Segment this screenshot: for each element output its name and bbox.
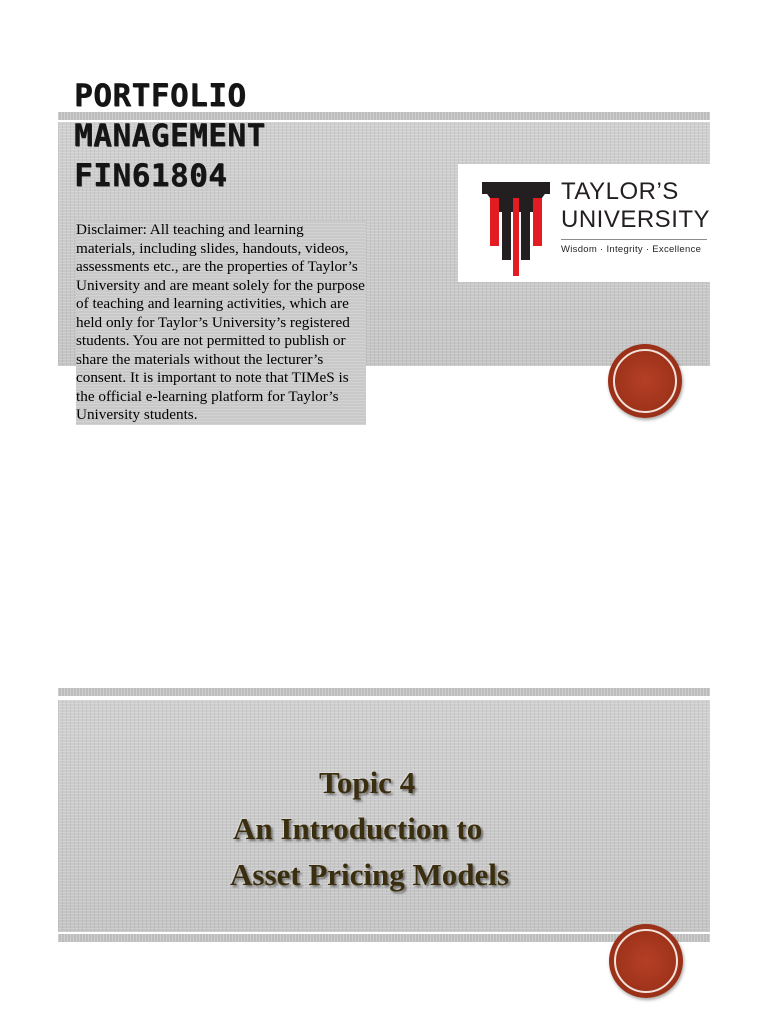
course-code: FIN61804	[74, 158, 228, 194]
decorative-band-edge	[58, 688, 710, 696]
decorative-circle-icon	[608, 344, 682, 418]
course-title-line-2: MANAGEMENT	[74, 118, 266, 154]
decorative-band-edge	[58, 934, 710, 942]
taylors-university-logo	[458, 164, 710, 282]
course-title	[74, 76, 374, 196]
course-title-line-1: PORTFOLIO	[74, 78, 247, 114]
topic-slide	[0, 640, 768, 1020]
topic-title-line-1: An Introduction to	[233, 811, 483, 846]
logo-name-line-2: UNIVERSITY	[561, 206, 711, 233]
logo-divider	[561, 239, 707, 240]
topic-title	[222, 760, 642, 898]
university-crest-icon	[482, 182, 550, 276]
disclaimer-text: Disclaimer: All teaching and learning materials, including slides, handouts, videos, assessments etc., are the properties of Taylor’s University and are meant solely for the purpose of teaching and learning activities, which are held only for Taylor’s University’s registered students. You are not permitted to publish or share the materials without the lecturer’s consent. It is important to note that TIMeS is the official e-learning platform for Taylor’s University students.	[76, 221, 365, 423]
decorative-circle-icon	[609, 924, 683, 998]
topic-number: Topic 4	[319, 765, 416, 800]
logo-name-line-1: TAYLOR’S	[561, 178, 679, 205]
title-slide	[0, 50, 768, 510]
logo-tagline: Wisdom · Integrity · Excellence	[561, 244, 702, 255]
topic-title-line-2: Asset Pricing Models	[230, 857, 509, 892]
